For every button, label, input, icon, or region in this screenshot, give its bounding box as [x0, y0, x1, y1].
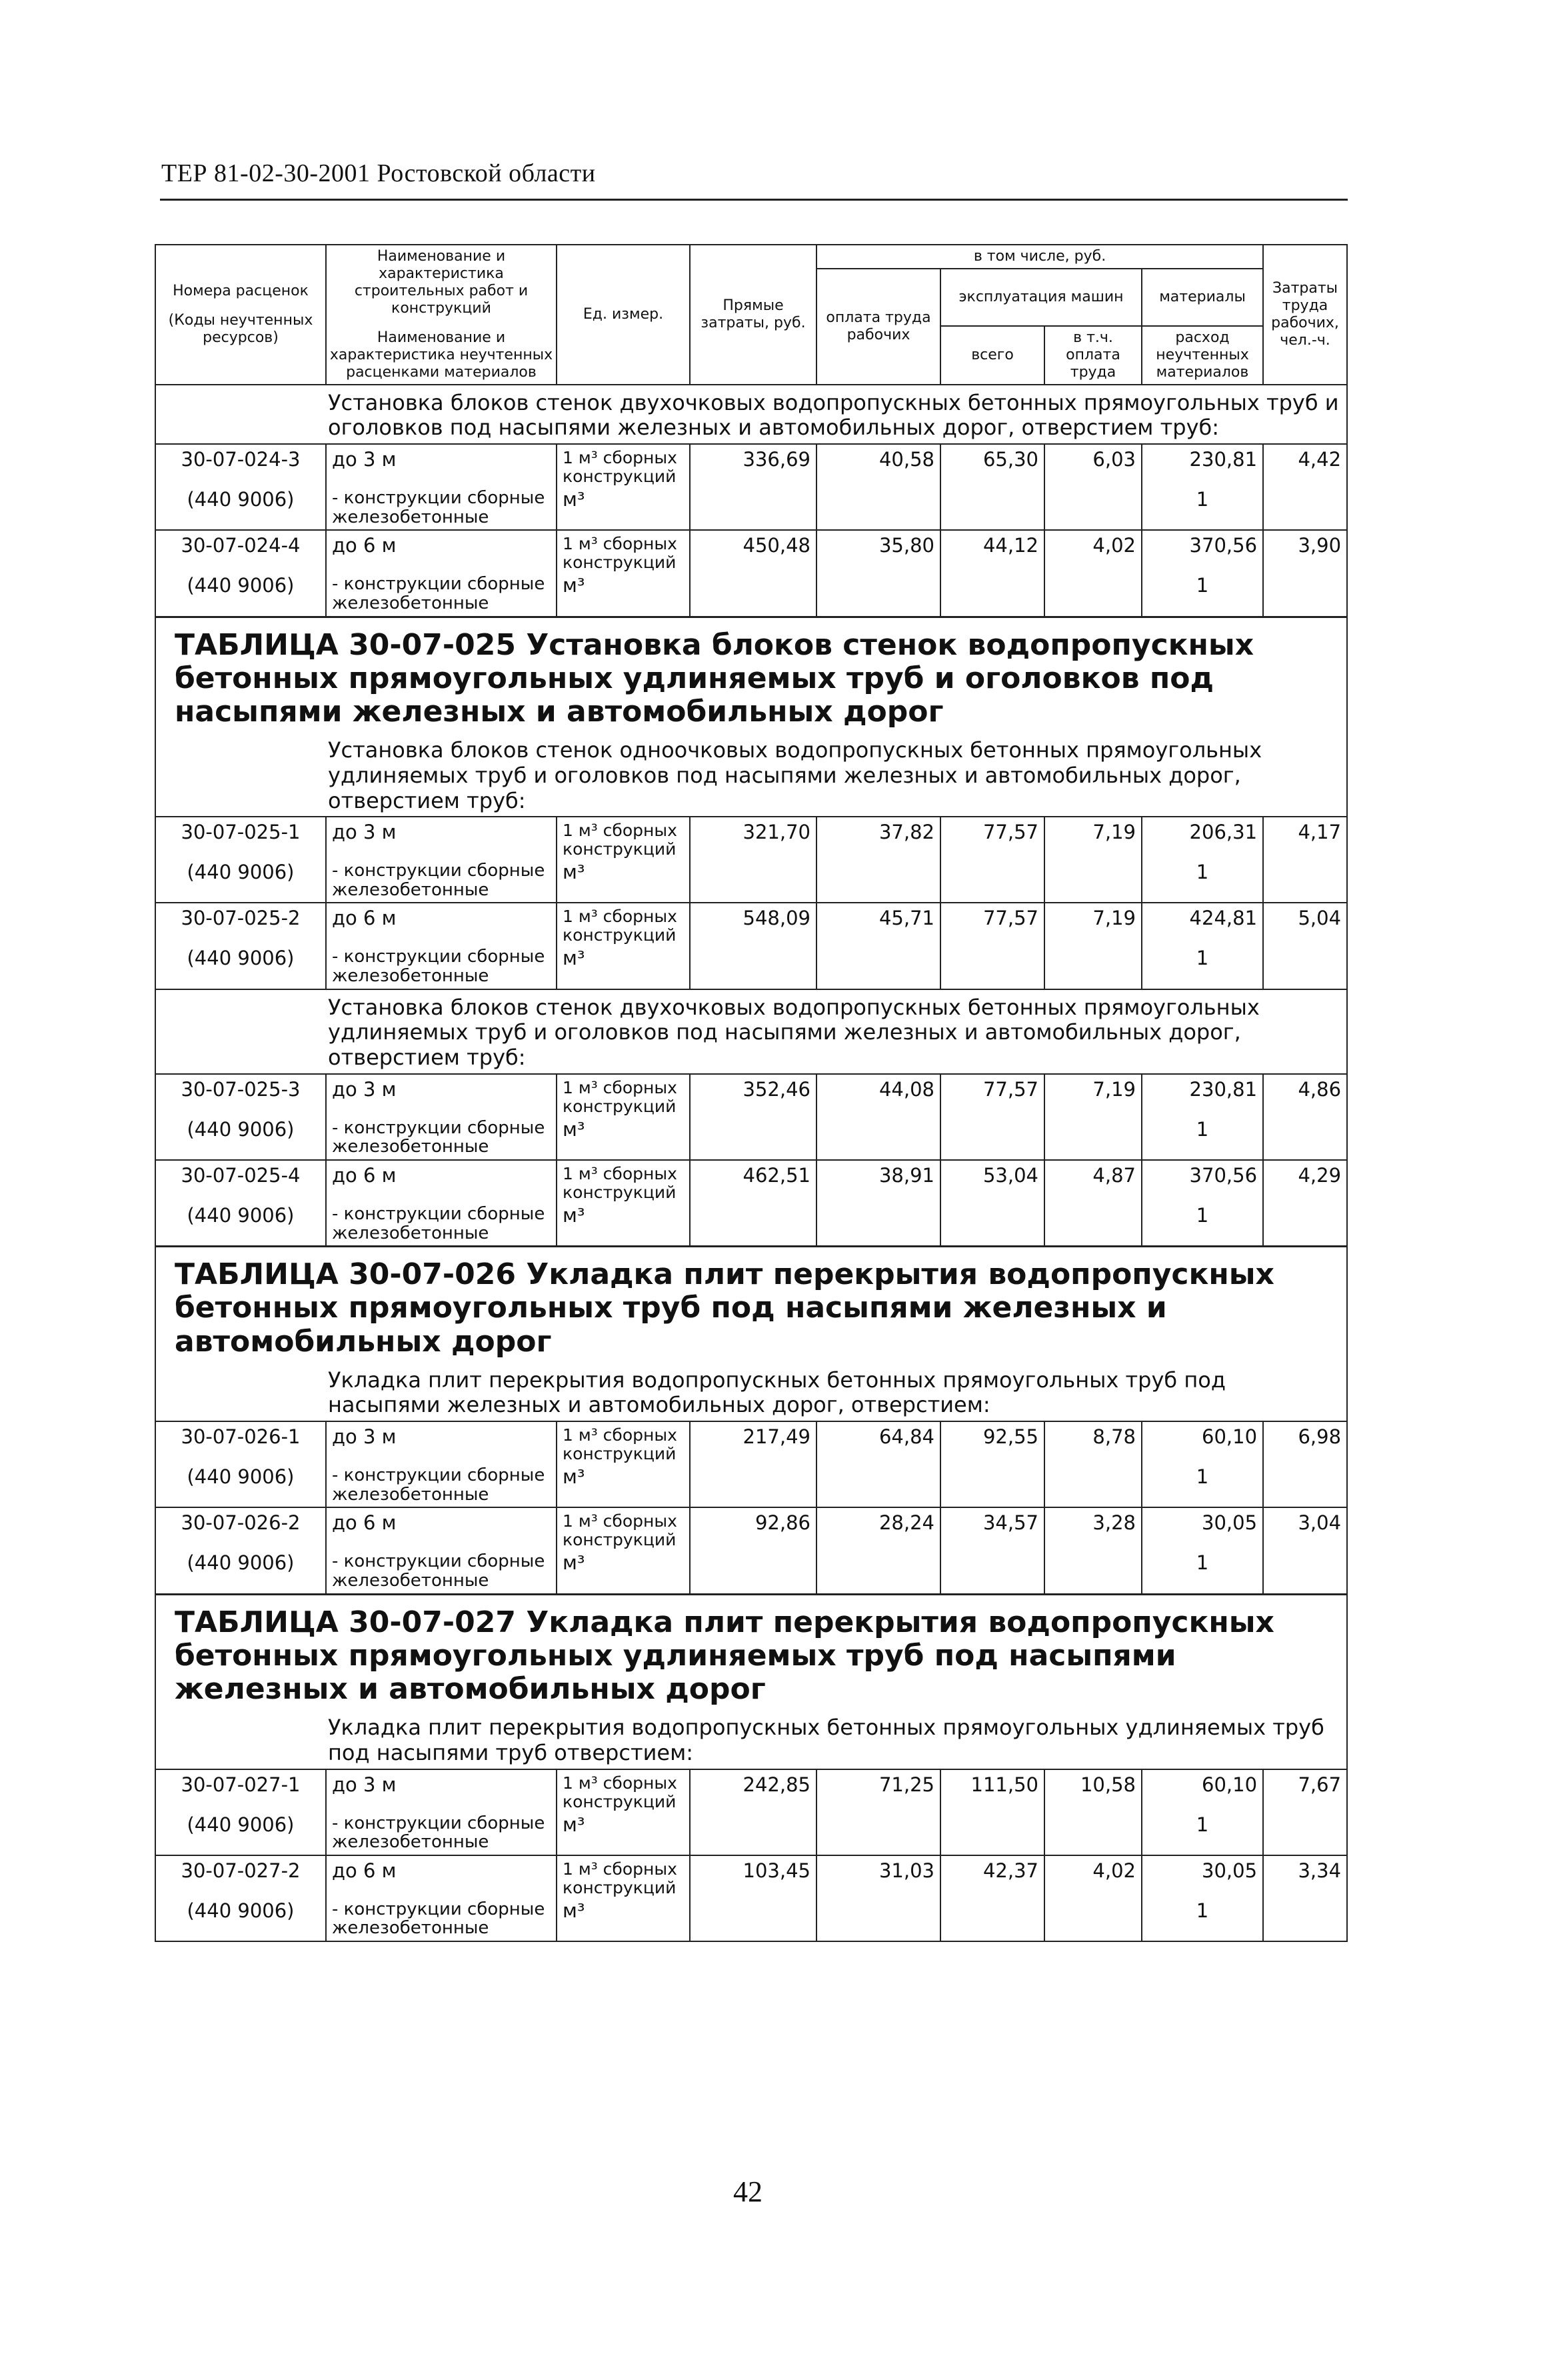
- machines-total: 53,04: [940, 1160, 1044, 1203]
- material-row: [155, 1551, 1347, 1594]
- rate-code: 30-07-025-4: [155, 1160, 326, 1203]
- section-heading: Установка блоков стенок двухочковых водопропускных бетонных прямоугольных труб и оголовков под насыпями железных и автомобильных дорог, отверстием труб:: [155, 385, 1347, 445]
- material-code: (440 9006): [155, 1465, 326, 1507]
- empty-cell: [1044, 1117, 1142, 1160]
- table-row: [155, 903, 1347, 946]
- material-unit: м³: [557, 487, 690, 530]
- machines-total: 34,57: [940, 1507, 1044, 1551]
- section-heading-row: [155, 385, 1347, 445]
- work-name: до 6 м: [326, 903, 557, 946]
- empty-cell: [1044, 1899, 1142, 1941]
- header-codes: [155, 245, 326, 385]
- material-row: [155, 1117, 1347, 1160]
- machines-labor-pay: 7,19: [1044, 903, 1142, 946]
- rate-code: 30-07-027-1: [155, 1769, 326, 1813]
- empty-cell: [1263, 1551, 1347, 1594]
- table-body: [155, 385, 1347, 1941]
- labor-hours: 4,17: [1263, 817, 1347, 860]
- labor-pay: 44,08: [816, 1074, 940, 1117]
- machines-total: 77,57: [940, 1074, 1044, 1117]
- material-quantity: 1: [1142, 860, 1263, 903]
- empty-cell: [690, 1465, 816, 1507]
- labor-pay: 71,25: [816, 1769, 940, 1813]
- material-row: [155, 860, 1347, 903]
- empty-cell: [1044, 860, 1142, 903]
- material-name: - конструкции сборные железобетонные: [326, 1813, 557, 1855]
- rate-code: 30-07-025-2: [155, 903, 326, 946]
- direct-costs: 242,85: [690, 1769, 816, 1813]
- header-codes-top: Номера расценок: [173, 282, 309, 299]
- material-row: [155, 946, 1347, 989]
- direct-costs: 450,48: [690, 530, 816, 573]
- empty-cell: [690, 1117, 816, 1160]
- rate-code: 30-07-026-1: [155, 1421, 326, 1465]
- empty-cell: [816, 946, 940, 989]
- table-row: [155, 817, 1347, 860]
- work-name: до 3 м: [326, 1769, 557, 1813]
- empty-cell: [1044, 1203, 1142, 1247]
- labor-pay: 35,80: [816, 530, 940, 573]
- labor-hours: 4,29: [1263, 1160, 1347, 1203]
- table-title-row: [155, 617, 1347, 733]
- empty-cell: [1263, 1899, 1347, 1941]
- material-quantity: 1: [1142, 1117, 1263, 1160]
- material-row: [155, 487, 1347, 530]
- material-name: - конструкции сборные железобетонные: [326, 487, 557, 530]
- table-title: ТАБЛИЦА 30-07-027 Укладка плит перекрытия водопропускных бетонных прямоугольных удлиняемых труб под насыпями железных и автомобильных дорог: [155, 1594, 1347, 1710]
- machines-total: 65,30: [940, 444, 1044, 487]
- header-rule: [160, 199, 1348, 201]
- material-quantity: 1: [1142, 1203, 1263, 1247]
- machines-total: 77,57: [940, 817, 1044, 860]
- material-code: (440 9006): [155, 487, 326, 530]
- material-row: [155, 1203, 1347, 1247]
- materials: 60,10: [1142, 1421, 1263, 1465]
- material-name: - конструкции сборные железобетонные: [326, 946, 557, 989]
- material-name: - конструкции сборные железобетонные: [326, 1551, 557, 1594]
- empty-cell: [816, 573, 940, 617]
- unit-of-measure: 1 м³ сборных конструкций: [557, 817, 690, 860]
- table-title: ТАБЛИЦА 30-07-025 Установка блоков стенок водопропускных бетонных прямоугольных удлиняемых труб и оголовков под насыпями железных и автомобильных дорог: [155, 617, 1347, 733]
- work-name: до 3 м: [326, 817, 557, 860]
- empty-cell: [940, 860, 1044, 903]
- material-name: - конструкции сборные железобетонные: [326, 1899, 557, 1941]
- machines-labor-pay: 4,02: [1044, 530, 1142, 573]
- empty-cell: [690, 1899, 816, 1941]
- empty-cell: [940, 487, 1044, 530]
- material-quantity: 1: [1142, 487, 1263, 530]
- empty-cell: [690, 1203, 816, 1247]
- labor-hours: 4,42: [1263, 444, 1347, 487]
- empty-cell: [1044, 1813, 1142, 1855]
- header-materials-group: материалы: [1142, 269, 1263, 326]
- section-heading: Установка блоков стенок двухочковых водопропускных бетонных прямоугольных удлиняемых труб и оголовков под насыпями железных и автомобильных дорог, отверстием труб:: [155, 989, 1347, 1074]
- material-unit: м³: [557, 1813, 690, 1855]
- labor-hours: 5,04: [1263, 903, 1347, 946]
- labor-hours: 6,98: [1263, 1421, 1347, 1465]
- unit-of-measure: 1 м³ сборных конструкций: [557, 1769, 690, 1813]
- materials: 30,05: [1142, 1507, 1263, 1551]
- rate-code: 30-07-024-4: [155, 530, 326, 573]
- section-heading: Установка блоков стенок одноочковых водопропускных бетонных прямоугольных удлиняемых труб и оголовков под насыпями железных и автомобильных дорог, отверстием труб:: [155, 733, 1347, 817]
- material-quantity: 1: [1142, 1551, 1263, 1594]
- material-name: - конструкции сборные железобетонные: [326, 860, 557, 903]
- header-name-top: Наименование и характеристика строительных работ и конструкций: [354, 248, 529, 317]
- empty-cell: [1044, 946, 1142, 989]
- material-unit: м³: [557, 1117, 690, 1160]
- materials: 370,56: [1142, 1160, 1263, 1203]
- material-quantity: 1: [1142, 946, 1263, 989]
- labor-hours: 4,86: [1263, 1074, 1347, 1117]
- rate-code: 30-07-025-1: [155, 817, 326, 860]
- unit-of-measure: 1 м³ сборных конструкций: [557, 1160, 690, 1203]
- unit-of-measure: 1 м³ сборных конструкций: [557, 1507, 690, 1551]
- unit-of-measure: 1 м³ сборных конструкций: [557, 444, 690, 487]
- rates-table: [155, 244, 1348, 1942]
- machines-labor-pay: 4,02: [1044, 1855, 1142, 1899]
- table-row: [155, 1769, 1347, 1813]
- labor-hours: 3,90: [1263, 530, 1347, 573]
- direct-costs: 92,86: [690, 1507, 816, 1551]
- machines-labor-pay: 7,19: [1044, 817, 1142, 860]
- header-unit: Ед. измер.: [557, 245, 690, 385]
- material-name: - конструкции сборные железобетонные: [326, 1117, 557, 1160]
- empty-cell: [1044, 573, 1142, 617]
- material-row: [155, 1465, 1347, 1507]
- machines-total: 92,55: [940, 1421, 1044, 1465]
- rate-code: 30-07-027-2: [155, 1855, 326, 1899]
- table-title-row: [155, 1594, 1347, 1710]
- section-heading-row: [155, 1710, 1347, 1769]
- unit-of-measure: 1 м³ сборных конструкций: [557, 903, 690, 946]
- empty-cell: [940, 573, 1044, 617]
- header-labor-hours: Затраты труда рабочих, чел.-ч.: [1263, 245, 1347, 385]
- empty-cell: [1263, 1203, 1347, 1247]
- table-row: [155, 1074, 1347, 1117]
- material-unit: м³: [557, 946, 690, 989]
- material-unit: м³: [557, 1551, 690, 1594]
- empty-cell: [816, 860, 940, 903]
- materials: 30,05: [1142, 1855, 1263, 1899]
- empty-cell: [1263, 573, 1347, 617]
- labor-hours: 3,04: [1263, 1507, 1347, 1551]
- material-code: (440 9006): [155, 1203, 326, 1247]
- material-unit: м³: [557, 860, 690, 903]
- material-name: - конструкции сборные железобетонные: [326, 1203, 557, 1247]
- empty-cell: [1263, 860, 1347, 903]
- direct-costs: 321,70: [690, 817, 816, 860]
- empty-cell: [940, 1203, 1044, 1247]
- machines-labor-pay: 4,87: [1044, 1160, 1142, 1203]
- material-code: (440 9006): [155, 1813, 326, 1855]
- work-name: до 6 м: [326, 1160, 557, 1203]
- material-quantity: 1: [1142, 1813, 1263, 1855]
- table-row: [155, 530, 1347, 573]
- section-heading-row: [155, 1363, 1347, 1422]
- table-row: [155, 1507, 1347, 1551]
- empty-cell: [690, 487, 816, 530]
- material-unit: м³: [557, 1203, 690, 1247]
- empty-cell: [816, 1813, 940, 1855]
- work-name: до 3 м: [326, 444, 557, 487]
- material-unit: м³: [557, 1899, 690, 1941]
- empty-cell: [940, 1551, 1044, 1594]
- work-name: до 3 м: [326, 1074, 557, 1117]
- work-name: до 6 м: [326, 1507, 557, 1551]
- machines-total: 44,12: [940, 530, 1044, 573]
- empty-cell: [816, 1117, 940, 1160]
- empty-cell: [1044, 1465, 1142, 1507]
- material-quantity: 1: [1142, 573, 1263, 617]
- material-row: [155, 1813, 1347, 1855]
- rate-code: 30-07-024-3: [155, 444, 326, 487]
- empty-cell: [940, 946, 1044, 989]
- material-code: (440 9006): [155, 573, 326, 617]
- machines-total: 111,50: [940, 1769, 1044, 1813]
- material-unit: м³: [557, 573, 690, 617]
- empty-cell: [1263, 946, 1347, 989]
- section-heading: Укладка плит перекрытия водопропускных бетонных прямоугольных труб под насыпями железных и автомобильных дорог, отверстием:: [155, 1363, 1347, 1422]
- empty-cell: [940, 1117, 1044, 1160]
- machines-labor-pay: 7,19: [1044, 1074, 1142, 1117]
- header-codes-bottom: (Коды неучтенных ресурсов): [168, 311, 313, 346]
- direct-costs: 548,09: [690, 903, 816, 946]
- direct-costs: 336,69: [690, 444, 816, 487]
- labor-hours: 3,34: [1263, 1855, 1347, 1899]
- empty-cell: [1044, 1551, 1142, 1594]
- table-row: [155, 1855, 1347, 1899]
- material-name: - конструкции сборные железобетонные: [326, 573, 557, 617]
- material-unit: м³: [557, 1465, 690, 1507]
- document-header: ТЕР 81-02-30-2001 Ростовской области: [161, 159, 596, 187]
- labor-pay: 31,03: [816, 1855, 940, 1899]
- machines-labor-pay: 10,58: [1044, 1769, 1142, 1813]
- direct-costs: 462,51: [690, 1160, 816, 1203]
- empty-cell: [816, 1551, 940, 1594]
- table-title-row: [155, 1247, 1347, 1363]
- table-row: [155, 1160, 1347, 1203]
- header-name-bottom: Наименование и характеристика неучтенных расценками материалов: [329, 329, 553, 381]
- work-name: до 6 м: [326, 1855, 557, 1899]
- empty-cell: [690, 946, 816, 989]
- section-heading-row: [155, 733, 1347, 817]
- empty-cell: [1263, 1117, 1347, 1160]
- labor-pay: 45,71: [816, 903, 940, 946]
- header-machines-incl-pay: в т.ч. оплата труда: [1044, 326, 1142, 385]
- empty-cell: [816, 1465, 940, 1507]
- materials: 370,56: [1142, 530, 1263, 573]
- empty-cell: [816, 1899, 940, 1941]
- empty-cell: [1263, 487, 1347, 530]
- labor-pay: 38,91: [816, 1160, 940, 1203]
- empty-cell: [690, 1551, 816, 1594]
- labor-pay: 40,58: [816, 444, 940, 487]
- material-code: (440 9006): [155, 860, 326, 903]
- rate-code: 30-07-026-2: [155, 1507, 326, 1551]
- direct-costs: 103,45: [690, 1855, 816, 1899]
- unit-of-measure: 1 м³ сборных конструкций: [557, 1074, 690, 1117]
- table-title: ТАБЛИЦА 30-07-026 Укладка плит перекрытия водопропускных бетонных прямоугольных труб под насыпями железных и автомобильных дорог: [155, 1247, 1347, 1363]
- table-row: [155, 444, 1347, 487]
- material-quantity: 1: [1142, 1899, 1263, 1941]
- machines-labor-pay: 8,78: [1044, 1421, 1142, 1465]
- section-heading: Укладка плит перекрытия водопропускных бетонных прямоугольных удлиняемых труб под насыпями труб отверстием:: [155, 1710, 1347, 1769]
- direct-costs: 352,46: [690, 1074, 816, 1117]
- empty-cell: [816, 487, 940, 530]
- unit-of-measure: 1 м³ сборных конструкций: [557, 1855, 690, 1899]
- empty-cell: [940, 1813, 1044, 1855]
- table-row: [155, 1421, 1347, 1465]
- material-code: (440 9006): [155, 946, 326, 989]
- material-row: [155, 1899, 1347, 1941]
- rate-code: 30-07-025-3: [155, 1074, 326, 1117]
- empty-cell: [690, 573, 816, 617]
- header-machines-group: эксплуатация машин: [940, 269, 1142, 326]
- unit-of-measure: 1 м³ сборных конструкций: [557, 1421, 690, 1465]
- work-name: до 6 м: [326, 530, 557, 573]
- table-header: [155, 245, 1347, 385]
- materials: 206,31: [1142, 817, 1263, 860]
- material-name: - конструкции сборные железобетонные: [326, 1465, 557, 1507]
- material-row: [155, 573, 1347, 617]
- direct-costs: 217,49: [690, 1421, 816, 1465]
- empty-cell: [690, 1813, 816, 1855]
- empty-cell: [1044, 487, 1142, 530]
- material-code: (440 9006): [155, 1117, 326, 1160]
- materials: 60,10: [1142, 1769, 1263, 1813]
- material-code: (440 9006): [155, 1551, 326, 1594]
- page-number: 42: [733, 2175, 763, 2208]
- header-machines-total: всего: [940, 326, 1044, 385]
- empty-cell: [816, 1203, 940, 1247]
- labor-pay: 28,24: [816, 1507, 940, 1551]
- labor-pay: 64,84: [816, 1421, 940, 1465]
- empty-cell: [1263, 1813, 1347, 1855]
- labor-pay: 37,82: [816, 817, 940, 860]
- header-direct-costs: Прямые затраты, руб.: [690, 245, 816, 385]
- materials: 230,81: [1142, 444, 1263, 487]
- machines-total: 77,57: [940, 903, 1044, 946]
- empty-cell: [940, 1465, 1044, 1507]
- unit-of-measure: 1 м³ сборных конструкций: [557, 530, 690, 573]
- machines-labor-pay: 6,03: [1044, 444, 1142, 487]
- empty-cell: [690, 860, 816, 903]
- header-incl-group: в том числе, руб.: [816, 245, 1263, 269]
- work-name: до 3 м: [326, 1421, 557, 1465]
- section-heading-row: [155, 989, 1347, 1074]
- materials: 230,81: [1142, 1074, 1263, 1117]
- header-materials-consumption: расход неучтенных материалов: [1142, 326, 1263, 385]
- header-labor-pay: оплата труда рабочих: [816, 269, 940, 385]
- material-code: (440 9006): [155, 1899, 326, 1941]
- material-quantity: 1: [1142, 1465, 1263, 1507]
- empty-cell: [940, 1899, 1044, 1941]
- machines-labor-pay: 3,28: [1044, 1507, 1142, 1551]
- labor-hours: 7,67: [1263, 1769, 1347, 1813]
- empty-cell: [1263, 1465, 1347, 1507]
- materials: 424,81: [1142, 903, 1263, 946]
- machines-total: 42,37: [940, 1855, 1044, 1899]
- header-name: [326, 245, 557, 385]
